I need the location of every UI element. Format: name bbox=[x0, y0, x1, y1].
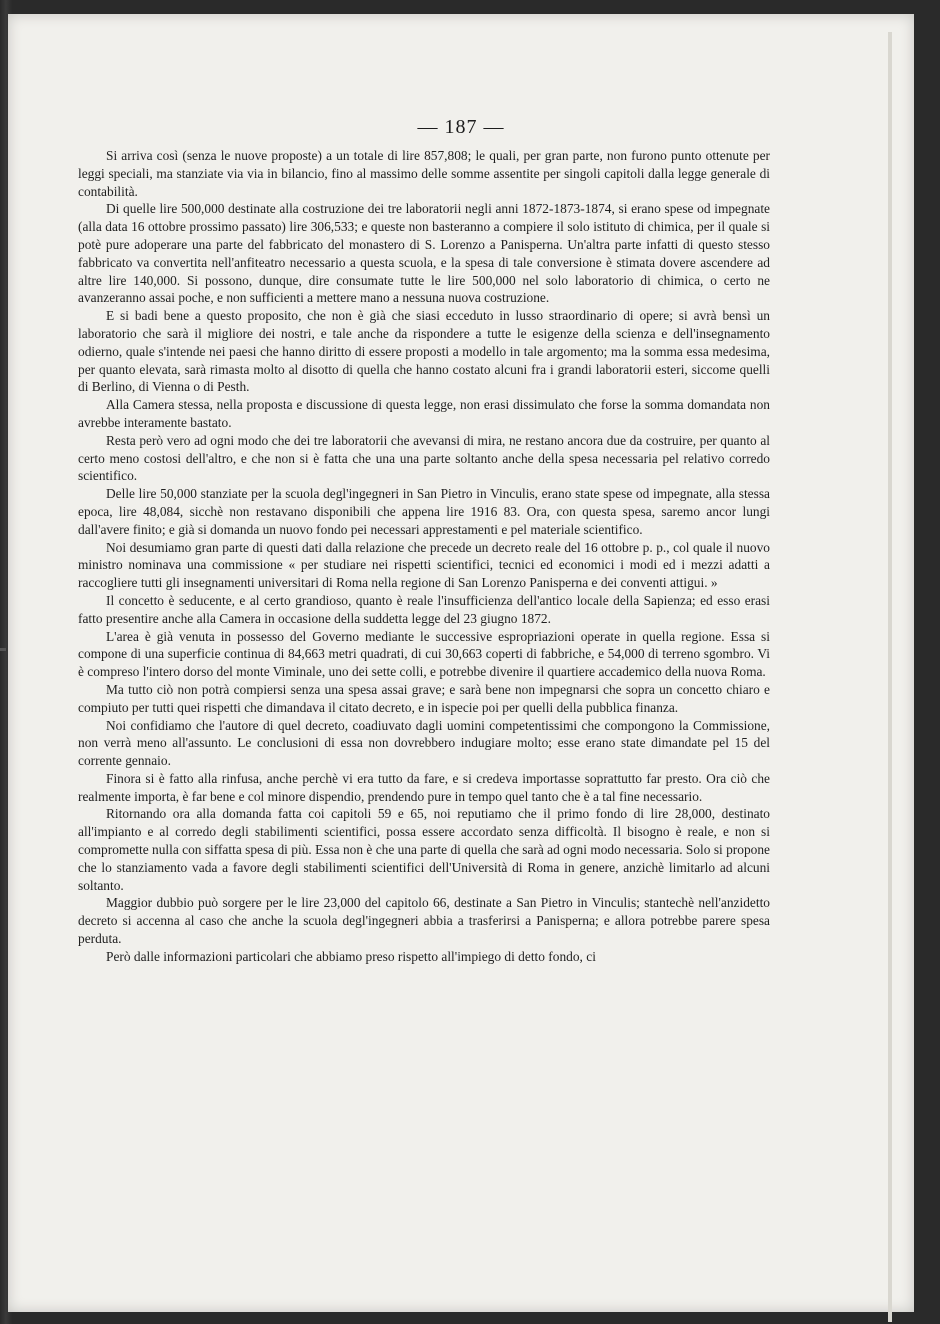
paragraph: Però dalle informazioni particolari che abbiamo preso rispetto all'impiego di detto fondo, ci bbox=[106, 948, 596, 964]
body-text bbox=[78, 147, 770, 966]
page-edge bbox=[888, 32, 892, 1322]
paragraph: E si badi bene a questo proposito, che non è già che siasi ecceduto in lusso straordinario di opere; si avrà bensì un laboratorio che sarà il migliore dei nostri, e tale anche da rispondere a tutte le esigenze della scienza e dell'insegnamento odierno, quale s'intende nei paesi che hanno diritto di essere proposti a modello in tale argomento; ma la somma essa medesima, per quanto elevata, sarà rimasta molto al disotto di quella che hanno costato alcuni fra i grandi laboratorii esteri, siccome quelli di Berlino, di Vienna o di Pesth. bbox=[78, 308, 770, 395]
paragraph: Finora si è fatto alla rinfusa, anche perchè vi era tutto da fare, e si credeva importasse soprattutto far presto. Ora ciò che realmente importa, è far bene e col minore dispendio, prendendo pure in tempo quel tanto che è a tal fine necessario. bbox=[78, 770, 770, 804]
paragraph: Resta però vero ad ogni modo che dei tre laboratorii che avevansi di mira, ne restano ancora due da costruire, per quanto al certo meno costosi dell'altro, e che non si è fatta che una una parte soltanto anche della spesa necessaria pel relativo corredo scientifico. bbox=[78, 432, 770, 484]
paragraph: Delle lire 50,000 stanziate per la scuola degl'ingegneri in San Pietro in Vinculis, erano state spese od impegnate, alla stessa epoca, lire 48,084, sicchè non restavano disponibili che appena lire 1916 83. Ora, con questa spesa, saremo ancor lungi dall'avere finito; e già si domanda un nuovo fondo pei necessari apprestamenti e pel materiale scientifico. bbox=[78, 486, 770, 537]
paragraph: Maggior dubbio può sorgere per le lire 23,000 del capitolo 66, destinate a San Pietro in Vinculis; stantechè nell'anzidetto decreto si accenna al caso che anche la scuola degl'ingegneri abbia a trasferirsi a Panisperna; e allora potrebbe parere spesa perduta. bbox=[78, 895, 770, 947]
paragraph: Si arriva così (senza le nuove proposte) a un totale di lire 857,808; le quali, per gran parte, non furono punto ottenute per leggi speciali, ma stanziate via via in bilancio, fino al massimo delle somme assentite per singoli capitoli dalla legge generale di contabilità. bbox=[78, 148, 770, 199]
paragraph: Alla Camera stessa, nella proposta e discussione di questa legge, non erasi dissimulato che forse la somma domandata non avrebbe interamente bastato. bbox=[78, 397, 770, 430]
document-page bbox=[8, 14, 914, 1312]
paragraph: Ma tutto ciò non potrà compiersi senza una spesa assai grave; e sarà bene non impegnarsi che sopra un concetto chiaro e compiuto per tutti quei rispetti che dimandava il citato decreto, e in ispecie poi per quelli della pubblica finanza. bbox=[78, 681, 770, 715]
binding-mark bbox=[0, 648, 6, 651]
paragraph: Di quelle lire 500,000 destinate alla costruzione dei tre laboratorii negli anni 1872-1873-1874, si erano spese od impegnate (alla data 16 ottobre prossimo passato) lire 306,533; e queste non basteranno a compiere il solo istituto di chimica, per il quale si potè pure adoperare una parte del fabbricato del monastero di S. Lorenzo a Panisperna. Un'altra parte infatti di questo stesso fabbricato va convertita nell'anfiteatro necessario a questa scuola, e la spesa di tale conversione è stimata dovere ascendere ad altre lire 140,000. Si possono, dunque, dire consumate tutte le lire 500,000 nel solo laboratorio di chimica, o certo ne avanzeranno assai poche, e non sufficienti a mettere mano a nessuna nuova costruzione. bbox=[78, 201, 770, 306]
paragraph: Ritornando ora alla domanda fatta coi capitoli 59 e 65, noi reputiamo che il primo fondo di lire 28,000, destinato all'impianto e al corredo degli stabilimenti scientifici, possa essere accordato senza difficoltà. Il bisogno è reale, e non si compromette nulla con siffatta spesa di più. Essa non è che una parte di quella che sarà ad ogni modo necessaria. Solo si propone che lo stanziamento vada a favore degli stabilimenti scientifici dell'Università di Roma in genere, anzichè limitarlo ad alcuni soltanto. bbox=[78, 806, 770, 893]
page-number: — 187 — bbox=[417, 116, 505, 138]
paragraph: Noi confidiamo che l'autore di quel decreto, coadiuvato dagli uomini competentissimi che compongono la Commissione, non verrà meno all'assunto. Le conclusioni di essa non dovrebbero indugiare molto; esse erano state dimandate pel 15 del corrente gennaio. bbox=[78, 717, 770, 769]
paragraph: Noi desumiamo gran parte di questi dati dalla relazione che precede un decreto reale del 16 ottobre p. p., col quale il nuovo ministro nominava una commissione « per studiare nei rispetti scientifici, tecnici ed economici i modi ed i mezzi adatti a raccogliere tutti gli insegnamenti universitari di Roma nella regione di San Lorenzo Panisperna e dei conventi attigui. » bbox=[78, 539, 770, 591]
paragraph: Il concetto è seducente, e al certo grandioso, quanto è reale l'insufficienza dell'antico locale della Sapienza; ed esso erasi fatto presentire anche alla Camera in occasione della suddetta legge del 23 giugno 1872. bbox=[78, 592, 770, 626]
paragraph: L'area è già venuta in possesso del Governo mediante le successive espropriazioni operate in quella regione. Essa si compone di una superficie continua di 84,663 metri quadrati, di cui 30,663 coperti di fabbriche, e 54,000 di terreno sgombro. Vi è compreso l'intero dorso del monte Viminale, uno dei sette colli, e potrebbe divenire il quartiere accademico della nuova Roma. bbox=[78, 628, 770, 680]
